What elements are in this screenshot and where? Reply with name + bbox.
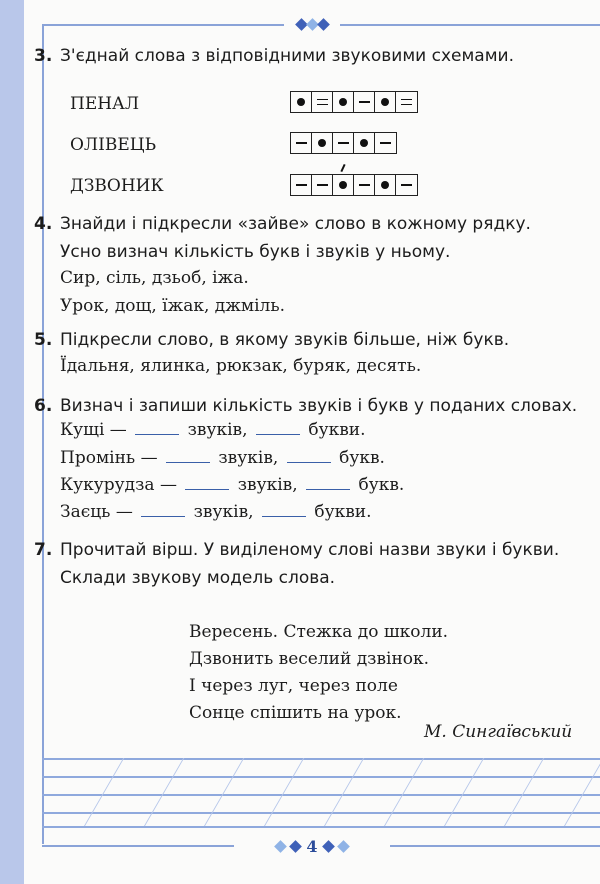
count-row-1 <box>60 420 366 440</box>
task-number: 3. <box>34 46 53 66</box>
schema-cell-consonant <box>291 175 312 195</box>
word-row[interactable]: Їдальня, ялинка, рюкзак, буряк, десять. <box>60 356 422 376</box>
row-label-sounds: звуків, <box>218 448 279 468</box>
row-label-sounds: звуків, <box>187 420 248 440</box>
task-instruction-line2: Склади звукову модель слова. <box>60 568 336 588</box>
footer-ornament-icon <box>322 840 335 853</box>
workbook-page <box>24 0 600 884</box>
task-instruction-line1: Прочитай вірш. У виділеному слові назви звуки і букви. <box>60 540 560 560</box>
poem-line-1: Вересень. Стежка до школи. <box>189 622 449 642</box>
row-word: Кущі — <box>60 420 127 440</box>
top-ornament-icon <box>284 14 340 34</box>
sounds-answer-blank[interactable] <box>166 448 210 463</box>
schema-cell-consonant <box>396 175 417 195</box>
schema-cell-consonant-double <box>312 92 333 112</box>
count-row-4 <box>60 502 372 522</box>
schema-cell-consonant-double <box>396 92 417 112</box>
letters-answer-blank[interactable] <box>262 502 306 517</box>
row-label-sounds: звуків, <box>193 502 254 522</box>
sounds-answer-blank[interactable] <box>141 502 185 517</box>
left-border <box>42 24 44 844</box>
poem-line-3: І через луг, через поле <box>189 676 398 696</box>
footer-ornament-icon <box>275 840 288 853</box>
schema-word-dzvonyk: ДЗВОНИК <box>70 176 164 196</box>
row-word: Заєць — <box>60 502 133 522</box>
schema-cell-consonant <box>375 133 396 153</box>
count-row-2 <box>60 448 385 468</box>
footer-ornament-icon <box>290 840 303 853</box>
side-color-strip <box>0 0 24 884</box>
schema-word-penal: ПЕНАЛ <box>70 94 140 114</box>
schema-cell-vowel-soft <box>291 92 312 112</box>
schema-cell-consonant <box>333 133 354 153</box>
stress-mark-icon <box>340 164 345 172</box>
schema-cell-consonant <box>354 175 375 195</box>
row-word: Промінь — <box>60 448 158 468</box>
poem-line-2: Дзвонить веселий дзвінок. <box>189 649 430 669</box>
letters-answer-blank[interactable] <box>256 420 300 435</box>
sounds-answer-blank[interactable] <box>185 475 229 490</box>
letters-answer-blank[interactable] <box>306 475 350 490</box>
task-number: 6. <box>34 396 53 416</box>
schema-cell-consonant <box>291 133 312 153</box>
poem-line-4: Сонце спішить на урок. <box>189 703 402 723</box>
row-label-letters: букви. <box>308 420 366 440</box>
task-instruction: Визнач і запиши кількість звуків і букв у поданих словах. <box>60 396 578 416</box>
poem-author: М. Сингаївський <box>424 722 573 742</box>
schema-cell-vowel <box>333 92 354 112</box>
sound-schema-1[interactable] <box>290 91 418 113</box>
schema-cell-vowel <box>312 133 333 153</box>
row-label-letters: букв. <box>358 475 405 495</box>
word-row-1[interactable]: Сир, сіль, дзьоб, іжа. <box>60 268 249 288</box>
schema-cell-vowel-stressed <box>333 175 354 195</box>
schema-cell-vowel <box>375 92 396 112</box>
task-number: 7. <box>34 540 53 560</box>
sound-schema-2[interactable] <box>290 132 397 154</box>
page-footer <box>24 836 600 856</box>
sounds-answer-blank[interactable] <box>135 420 179 435</box>
row-label-letters: букви. <box>314 502 372 522</box>
task-instruction-line2: Усно визнач кількість букв і звуків у ньому. <box>60 242 451 262</box>
page-number: 4 <box>306 836 318 856</box>
task-number: 4. <box>34 214 53 234</box>
footer-ornament-icon <box>337 840 350 853</box>
schema-cell-consonant <box>312 175 333 195</box>
row-word: Кукурудза — <box>60 475 177 495</box>
task-instruction-line1: Знайди і підкресли «зайве» слово в кожному рядку. <box>60 214 531 234</box>
schema-cell-consonant <box>354 92 375 112</box>
task-instruction: Підкресли слово, в якому звуків більше, ніж букв. <box>60 330 510 350</box>
row-label-letters: букв. <box>339 448 385 468</box>
schema-cell-vowel <box>375 175 396 195</box>
task-number: 5. <box>34 330 53 350</box>
row-label-sounds: звуків, <box>237 475 298 495</box>
task-instruction: З'єднай слова з відповідними звуковими схемами. <box>60 46 515 66</box>
schema-cell-vowel <box>354 133 375 153</box>
word-row-2[interactable]: Урок, дощ, їжак, джміль. <box>60 296 286 316</box>
sound-schema-3[interactable] <box>290 174 418 196</box>
schema-word-olivets: ОЛІВЕЦЬ <box>70 135 157 155</box>
letters-answer-blank[interactable] <box>287 448 331 463</box>
count-row-3 <box>60 475 404 495</box>
